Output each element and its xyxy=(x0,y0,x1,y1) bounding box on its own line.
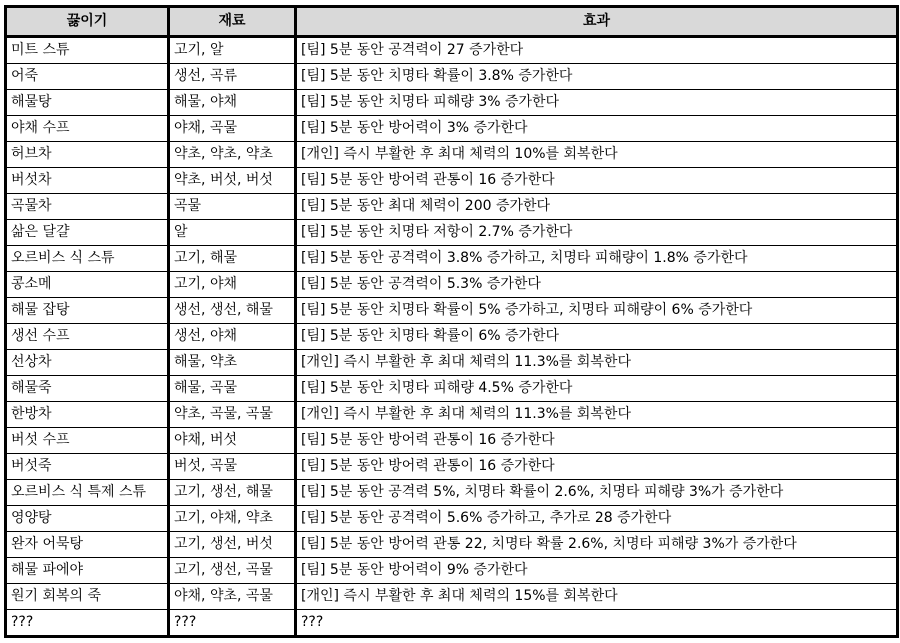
ingredients-cell: 야채, 곡물 xyxy=(169,116,296,142)
ingredients-cell: ??? xyxy=(169,610,296,637)
table-row xyxy=(6,142,898,168)
dish-name-cell: 버섯 수프 xyxy=(6,428,169,454)
table-row xyxy=(6,584,898,610)
recipe-table-container xyxy=(4,5,896,639)
table-row xyxy=(6,64,898,90)
ingredients-cell: 해물, 야채 xyxy=(169,90,296,116)
table-row xyxy=(6,246,898,272)
dish-name-cell: 버섯차 xyxy=(6,168,169,194)
effect-cell: [팀] 5분 동안 방어력 관통 22, 치명타 확률 2.6%, 치명타 피해량 3%가 증가한다 xyxy=(296,532,898,558)
effect-cell: [팀] 5분 동안 최대 체력이 200 증가한다 xyxy=(296,194,898,220)
effect-cell: [개인] 즉시 부활한 후 최대 체력의 11.3%를 회복한다 xyxy=(296,350,898,376)
table-body xyxy=(6,37,898,637)
effect-cell: [팀] 5분 동안 치명타 확률이 6% 증가한다 xyxy=(296,324,898,350)
ingredients-cell: 곡물 xyxy=(169,194,296,220)
table-row xyxy=(6,532,898,558)
table-row xyxy=(6,376,898,402)
ingredients-cell: 생선, 생선, 해물 xyxy=(169,298,296,324)
ingredients-cell: 생선, 야채 xyxy=(169,324,296,350)
table-row xyxy=(6,506,898,532)
table-row xyxy=(6,610,898,637)
ingredients-cell: 해물, 약초 xyxy=(169,350,296,376)
dish-name-cell: 선상차 xyxy=(6,350,169,376)
dish-name-cell: 해물죽 xyxy=(6,376,169,402)
effect-cell: [팀] 5분 동안 방어력 관통이 16 증가한다 xyxy=(296,454,898,480)
dish-name-cell: 버섯죽 xyxy=(6,454,169,480)
ingredients-cell: 약초, 버섯, 버섯 xyxy=(169,168,296,194)
effect-cell: [팀] 5분 동안 공격력이 5.6% 증가하고, 추가로 28 증가한다 xyxy=(296,506,898,532)
ingredients-cell: 고기, 알 xyxy=(169,37,296,64)
effect-cell: ??? xyxy=(296,610,898,637)
effect-cell: [팀] 5분 동안 방어력 관통이 16 증가한다 xyxy=(296,168,898,194)
table-row xyxy=(6,194,898,220)
table-row xyxy=(6,298,898,324)
effect-cell: [팀] 5분 동안 치명타 저항이 2.7% 증가한다 xyxy=(296,220,898,246)
effect-cell: [개인] 즉시 부활한 후 최대 체력의 10%를 회복한다 xyxy=(296,142,898,168)
ingredients-cell: 고기, 야채, 약초 xyxy=(169,506,296,532)
ingredients-cell: 생선, 곡류 xyxy=(169,64,296,90)
dish-name-cell: 어죽 xyxy=(6,64,169,90)
dish-name-cell: 원기 회복의 죽 xyxy=(6,584,169,610)
table-row xyxy=(6,480,898,506)
table-row xyxy=(6,272,898,298)
effect-cell: [개인] 즉시 부활한 후 최대 체력의 11.3%를 회복한다 xyxy=(296,402,898,428)
header-row xyxy=(6,7,898,37)
ingredients-cell: 약초, 약초, 약초 xyxy=(169,142,296,168)
dish-name-cell: ??? xyxy=(6,610,169,637)
dish-name-cell: 야채 수프 xyxy=(6,116,169,142)
dish-name-cell: 해물 잡탕 xyxy=(6,298,169,324)
header-ingredients: 재료 xyxy=(169,7,296,37)
dish-name-cell: 영양탕 xyxy=(6,506,169,532)
ingredients-cell: 고기, 해물 xyxy=(169,246,296,272)
dish-name-cell: 콩소메 xyxy=(6,272,169,298)
dish-name-cell: 생선 수프 xyxy=(6,324,169,350)
table-row xyxy=(6,37,898,64)
ingredients-cell: 고기, 생선, 곡물 xyxy=(169,558,296,584)
table-row xyxy=(6,220,898,246)
effect-cell: [팀] 5분 동안 방어력이 9% 증가한다 xyxy=(296,558,898,584)
ingredients-cell: 버섯, 곡물 xyxy=(169,454,296,480)
effect-cell: [팀] 5분 동안 치명타 피해량 3% 증가한다 xyxy=(296,90,898,116)
table-row xyxy=(6,428,898,454)
ingredients-cell: 알 xyxy=(169,220,296,246)
ingredients-cell: 약초, 곡물, 곡물 xyxy=(169,402,296,428)
table-row xyxy=(6,558,898,584)
effect-cell: [팀] 5분 동안 방어력이 3% 증가한다 xyxy=(296,116,898,142)
header-effect: 효과 xyxy=(296,7,898,37)
table-row xyxy=(6,90,898,116)
effect-cell: [팀] 5분 동안 공격력이 3.8% 증가하고, 치명타 피해량이 1.8% 증가한다 xyxy=(296,246,898,272)
ingredients-cell: 야채, 버섯 xyxy=(169,428,296,454)
dish-name-cell: 곡물차 xyxy=(6,194,169,220)
dish-name-cell: 허브차 xyxy=(6,142,169,168)
effect-cell: [팀] 5분 동안 공격력 5%, 치명타 확률이 2.6%, 치명타 피해량 3%가 증가한다 xyxy=(296,480,898,506)
dish-name-cell: 미트 스튜 xyxy=(6,37,169,64)
effect-cell: [팀] 5분 동안 공격력이 27 증가한다 xyxy=(296,37,898,64)
table-row xyxy=(6,116,898,142)
table-row xyxy=(6,454,898,480)
recipe-table xyxy=(4,5,899,638)
dish-name-cell: 완자 어묵탕 xyxy=(6,532,169,558)
table-row xyxy=(6,168,898,194)
dish-name-cell: 오르비스 식 스튜 xyxy=(6,246,169,272)
effect-cell: [팀] 5분 동안 치명타 피해량 4.5% 증가한다 xyxy=(296,376,898,402)
ingredients-cell: 고기, 야채 xyxy=(169,272,296,298)
dish-name-cell: 한방차 xyxy=(6,402,169,428)
header-dish: 끓이기 xyxy=(6,7,169,37)
effect-cell: [팀] 5분 동안 치명타 확률이 3.8% 증가한다 xyxy=(296,64,898,90)
ingredients-cell: 고기, 생선, 해물 xyxy=(169,480,296,506)
dish-name-cell: 해물 파에야 xyxy=(6,558,169,584)
dish-name-cell: 삶은 달걀 xyxy=(6,220,169,246)
dish-name-cell: 오르비스 식 특제 스튜 xyxy=(6,480,169,506)
ingredients-cell: 해물, 곡물 xyxy=(169,376,296,402)
effect-cell: [팀] 5분 동안 방어력 관통이 16 증가한다 xyxy=(296,428,898,454)
ingredients-cell: 야채, 약초, 곡물 xyxy=(169,584,296,610)
effect-cell: [팀] 5분 동안 공격력이 5.3% 증가한다 xyxy=(296,272,898,298)
dish-name-cell: 해물탕 xyxy=(6,90,169,116)
table-row xyxy=(6,324,898,350)
table-row xyxy=(6,402,898,428)
ingredients-cell: 고기, 생선, 버섯 xyxy=(169,532,296,558)
table-row xyxy=(6,350,898,376)
effect-cell: [개인] 즉시 부활한 후 최대 체력의 15%를 회복한다 xyxy=(296,584,898,610)
effect-cell: [팀] 5분 동안 치명타 확률이 5% 증가하고, 치명타 피해량이 6% 증가한다 xyxy=(296,298,898,324)
